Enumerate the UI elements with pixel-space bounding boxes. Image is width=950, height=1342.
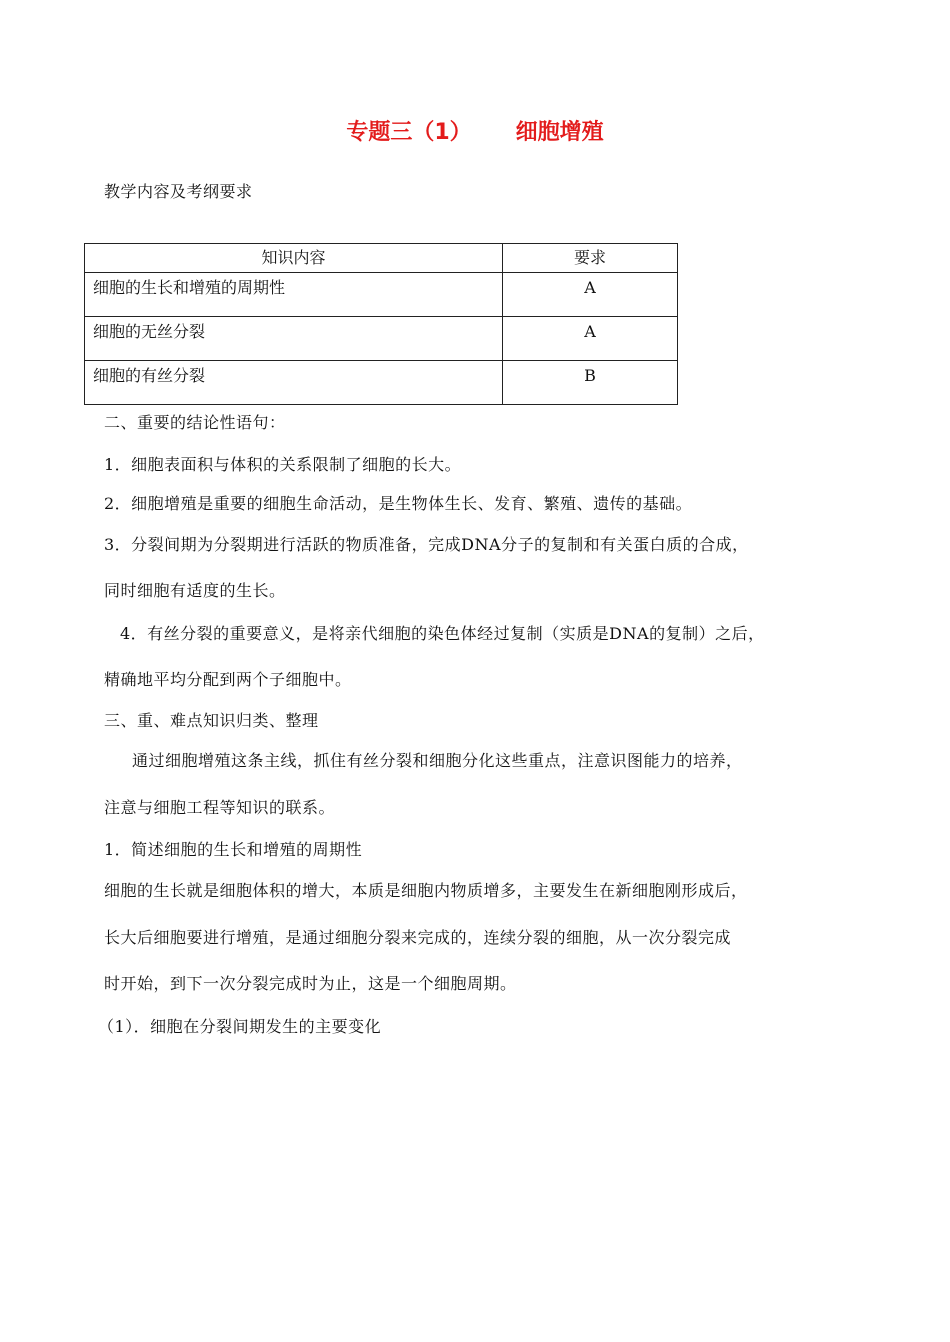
conclusion-line: 4．有丝分裂的重要意义，是将亲代细胞的染色体经过复制（实质是DNA的复制）之后， <box>120 624 765 643</box>
conclusion-line: 1．细胞表面积与体积的关系限制了细胞的长大。 <box>104 455 462 474</box>
table-cell-requirement: A <box>503 273 678 317</box>
title-subject: 细胞增殖 <box>515 120 604 145</box>
body-line: 注意与细胞工程等知识的联系。 <box>104 798 336 817</box>
table-header-row <box>85 244 678 273</box>
table-cell-requirement: B <box>503 361 678 405</box>
conclusion-line: 同时细胞有适度的生长。 <box>104 581 286 600</box>
table-row <box>85 361 678 405</box>
table-cell-content: 细胞的生长和增殖的周期性 <box>85 273 503 317</box>
subsection-heading: （1）．细胞在分裂间期发生的主要变化 <box>98 1017 382 1036</box>
section3-heading: 三、重、难点知识归类、整理 <box>104 711 319 730</box>
conclusion-line: 精确地平均分配到两个子细胞中。 <box>104 670 352 689</box>
section2-heading: 二、重要的结论性语句： <box>104 413 286 432</box>
requirements-table <box>84 243 678 405</box>
conclusion-line: 2．细胞增殖是重要的细胞生命活动，是生物体生长、发育、繁殖、遗传的基础。 <box>104 494 693 513</box>
table-header-content: 知识内容 <box>85 244 503 273</box>
body-line: 细胞的生长就是细胞体积的增大，本质是细胞内物质增多，主要发生在新细胞刚形成后， <box>104 881 748 900</box>
subsection-heading: 1．简述细胞的生长和增殖的周期性 <box>104 840 363 859</box>
table-cell-content: 细胞的无丝分裂 <box>85 317 503 361</box>
body-line: 通过细胞增殖这条主线，抓住有丝分裂和细胞分化这些重点，注意识图能力的培养， <box>132 751 743 770</box>
body-line: 长大后细胞要进行增殖，是通过细胞分裂来完成的，连续分裂的细胞，从一次分裂完成 <box>104 928 732 947</box>
title-topic: 专题三（1） <box>346 120 472 145</box>
table-header-requirement: 要求 <box>503 244 678 273</box>
intro-text: 教学内容及考纲要求 <box>104 182 253 201</box>
table-row <box>85 273 678 317</box>
page-title <box>0 115 950 146</box>
table-row <box>85 317 678 361</box>
table-cell-requirement: A <box>503 317 678 361</box>
body-line: 时开始，到下一次分裂完成时为止，这是一个细胞周期。 <box>104 974 517 993</box>
conclusion-line: 3．分裂间期为分裂期进行活跃的物质准备，完成DNA分子的复制和有关蛋白质的合成， <box>104 535 749 554</box>
table-cell-content: 细胞的有丝分裂 <box>85 361 503 405</box>
